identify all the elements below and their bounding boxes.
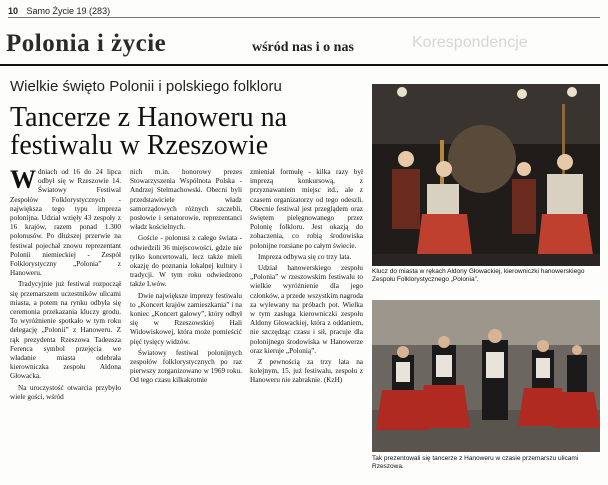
paragraph: Tradycyjnie już festiwal rozpoczął się przemarszem uczestników ulicami miasta, a potem na rynku odbyła się ceremonia przekazania kluczy grodu. To wyróżnienie spotkało w tym roku delegację „Polonii” z Hanoweru. Z rąk prezydenta Rzeszowa Tadeusza Ferenca symbol przejęcia we władanie miasta odebrała kierowniczka zespołu Aldona Głowacka. [10, 280, 121, 381]
paragraph: Dwie największe imprezy festiwalu to „Koncert krajów zamieszkania” i na koniec „Koncert galowy”, który odbył się w Rzeszowskiej Hali Widowiskowej, która może pomieścić pięć tysięcy widzów. [130, 291, 242, 346]
photo-key-ceremony-image [372, 84, 600, 266]
article-column-3 [250, 168, 363, 483]
paragraph: Na uroczystość otwarcia przybyło wiele gości, wśród [10, 383, 121, 401]
page-header-line [8, 6, 600, 16]
header-rule [8, 17, 600, 18]
drop-cap: W [10, 168, 36, 194]
photo-parade-image [372, 300, 600, 452]
article-kicker: Wielkie święto Polonii i polskiego folkloru [10, 78, 282, 95]
paragraph-text: dniach od 16 do 24 lipca odbył się w Rzeszowie 14. Światowy Festiwal Zespołów Folklorystycznych - największa tego typu impreza polonijna. Udział wzięły 43 zespoły z 16 krajów, razem ponad 1.300 polonusów. Po dłuższej przerwie na festiwal pojechał znowu reprezentant Polonii niemieckiej - Zespół Folklorystyczny „Polonia” z Hanoweru. [10, 168, 121, 278]
section-title: Polonia i życie [6, 30, 167, 57]
paragraph: Goście - polonusi z całego świata - odwiedzili 36 miejscowości, gdzie nie tylko koncertowali, lecz także mieli okazję do poznania lokalnej kultury i tradycji. W tym roku odwiedzono także Lwów. [130, 234, 242, 289]
photo-parade [372, 300, 600, 452]
paragraph: Impreza odbywa się co trzy lata. [258, 252, 352, 261]
photo-caption-1: Klucz do miasta w rękach Aldony Głowackiej, kierowniczki hanowerskiego Zespołu Folklorystycznego „Polonia”. [372, 268, 585, 283]
page-number: 10 [8, 6, 19, 16]
paragraph: zmieniał formułę - kilka razy był imprezą konkursową, z przyznawaniem miejsc itd., ale z czasem organizatorzy od tego odeszli. Obecnie festiwal jest przeglądem oraz świętem pielęgnowanego przez Polonię folkloru. Jest okazją do zobaczenia, co robią środowiska polonijne rozsiane po całym świecie. [250, 168, 363, 250]
paragraph [10, 168, 121, 278]
paragraph: Światowy festiwal polonijnych zespołów folklorystycznych po raz pierwszy zorganizowano w 1969 roku. Od tego czasu kilkakrotnie [130, 348, 242, 385]
background-ghost-text: Korespondencje [412, 34, 528, 51]
paragraph: Z pewnością za trzy lata na kolejnym, 15. już festiwalu, zespołu z Hanoweru nie zabraknie. (KzH) [250, 358, 363, 385]
paragraph: nich m.in. honorowy prezes Stowarzyszenia Wspólnota Polska - Andrzej Stelmachowski. Obecni byli przedstawiciele władz samorządowych różnych szczebli, posłowie i senatorowie, reprezentanci władz kościelnych. [130, 168, 242, 232]
paragraph: Udział hanowerskiego zespołu „Polonia” w rzeszowskim festiwalu to wielkie wyróżnienie dla jego członków, a przede wszystkim nagroda za wylewany na próbach pot. Wielka w tym zasługa kierowniczki zespołu Aldony Głowackiej, która z oddaniem, nie szczędząc czasu i sił, pracuje dla polonijnego środowiska w Hanowerze oraz kieruje „Polonią”. [250, 264, 363, 355]
issue-label: Samo Życie 19 (283) [26, 6, 111, 16]
article-column-1 [10, 168, 121, 483]
photo-caption-2: Tak prezentowali się tancerze z Hanoweru w czasie przemarszu ulicami Rzeszowa. [372, 455, 579, 470]
photo-key-ceremony [372, 84, 600, 266]
article-column-2 [130, 168, 242, 483]
section-subtitle: wśród nas i o nas [252, 40, 354, 55]
article-headline: Tancerze z Hanoweru na festiwalu w Rzeszowie [10, 102, 288, 161]
section-rule [0, 64, 608, 66]
